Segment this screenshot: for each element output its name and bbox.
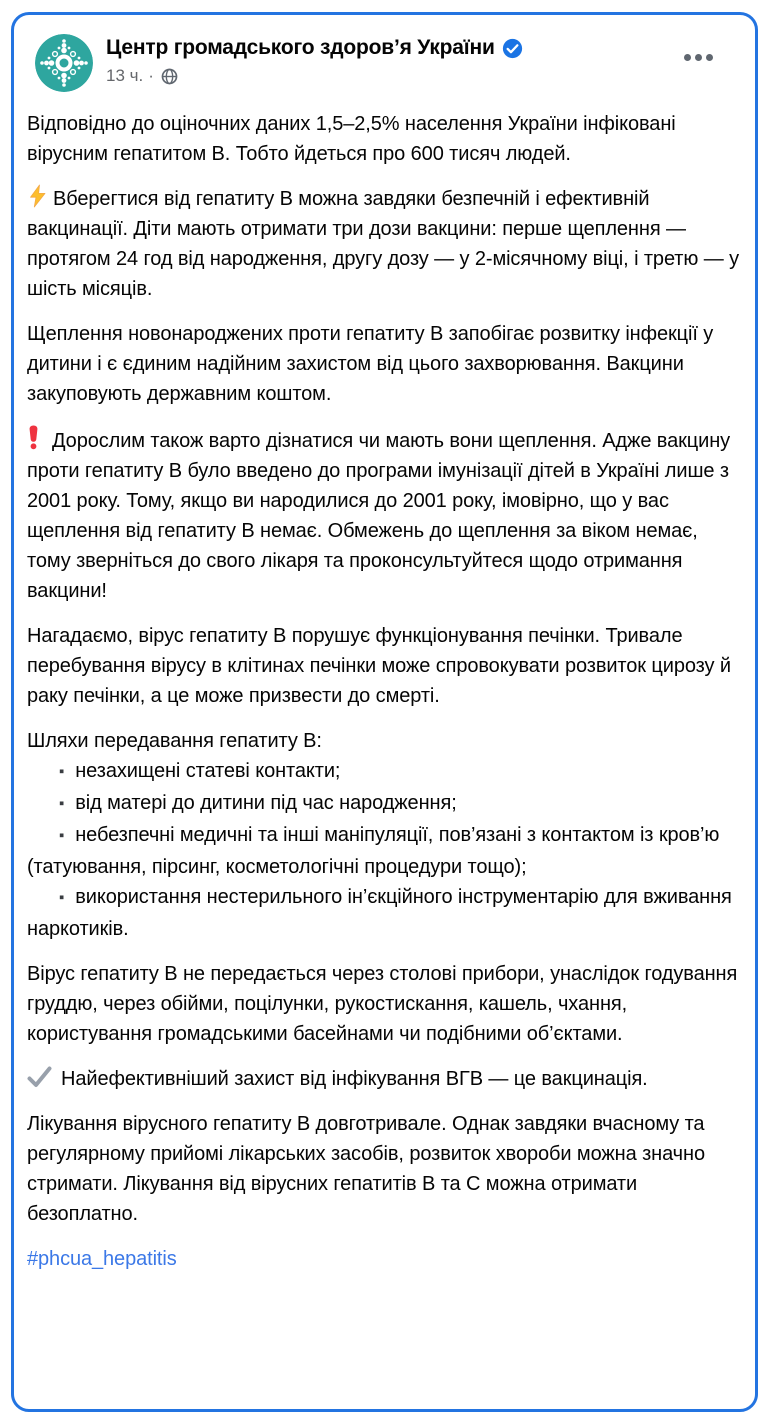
post-header	[14, 15, 755, 92]
page-name-link[interactable]: Центр громадського здоров’я України	[106, 36, 495, 59]
post-meta	[106, 66, 523, 86]
public-globe-icon	[161, 68, 178, 85]
bullet-square-icon: ▪	[59, 889, 65, 906]
post-paragraph: Щеплення новонароджених проти гепатиту В запобігає розвитку інфекції у дитини і є єдиним надійним захистом від цього захворювання. Вакцини закуповують державним коштом.	[27, 323, 714, 405]
post-paragraph: Дорослим також варто дізнатися чи мають вони щеплення. Адже вакцину проти гепатиту В було введено до програми імунізації дітей в Україні лише з 2001 року. Тому, якщо ви народилися до 2001 року, імовірно, що у вас щеплення від гепатиту В немає. Обмежень до щеплення за віком немає, тому зверніться до свого лікаря та проконсультуйтеся щодо отримання вакцини!	[27, 424, 742, 606]
post-paragraph: Нагадаємо, вірус гепатиту В порушує функціонування печінки. Тривале перебування вірусу в клітинах печінки може спровокувати розвиток цирозу й раку печінки, а це може призвести до смерті.	[27, 625, 731, 707]
meta-separator: ·	[148, 66, 154, 85]
dot-icon	[684, 54, 691, 61]
bullet-item: ▪ небезпечні медичні та інші маніпуляції, пов’язані з контактом із кров’ю (татуювання, пірсинг, косметологічні процедури тощо);	[27, 820, 742, 882]
post-paragraph: Відповідно до оціночних даних 1,5–2,5% населення України інфіковані вірусним гепатитом В. Тобто йдеться про 600 тисяч людей.	[27, 113, 676, 165]
more-options-button[interactable]	[680, 46, 717, 69]
post-paragraph: Вірус гепатиту В не передається через столові прибори, унаслідок годування груддю, через обійми, поцілунки, рукостискання, кашель, чхання, користування громадськими басейнами чи подібними об’єктами.	[27, 963, 738, 1045]
page-avatar[interactable]	[35, 34, 93, 92]
hashtag-link[interactable]: #phcua_hepatitis	[27, 1248, 177, 1270]
list-intro-paragraph: Шляхи передавання гепатиту В:	[27, 730, 322, 752]
bullet-item: ▪ від матері до дитини під час народження;	[27, 788, 742, 820]
gray-check-icon	[27, 1066, 52, 1088]
bullet-item: ▪ використання нестерильного ін’єкційного інструментарію для вживання наркотиків.	[27, 882, 742, 944]
lightning-icon	[27, 184, 49, 208]
bullet-square-icon: ▪	[59, 795, 65, 812]
dot-icon	[706, 54, 713, 61]
timestamp[interactable]: 13 ч.	[106, 66, 144, 85]
post-content	[14, 92, 755, 1274]
post-paragraph: Лікування вірусного гепатиту В довготривале. Однак завдяки вчасному та регулярному прийомі лікарських засобів, розвиток хвороби можна значно стримати. Лікування від вірусних гепатитів В та С можна отримати безоплатно.	[27, 1113, 705, 1225]
dot-icon	[695, 54, 702, 61]
bullet-square-icon: ▪	[59, 827, 65, 844]
bullet-item: ▪ незахищені статеві контакти;	[27, 756, 742, 788]
post-paragraph: Вберегтися від гепатиту В можна завдяки безпечній і ефективній вакцинації. Діти мають отримати три дози вакцини: перше щеплення — протягом 24 год від народження, другу дозу — у 2-місячному віці, і третю — у шість місяців.	[27, 184, 742, 304]
header-info	[106, 34, 523, 86]
verified-badge-icon	[502, 38, 523, 59]
hashtag-paragraph	[27, 1244, 742, 1274]
bullet-square-icon: ▪	[59, 763, 65, 780]
red-exclamation-icon	[27, 424, 40, 450]
post-card	[11, 12, 758, 1412]
post-paragraph: Найефективніший захист від інфікування ВГВ — це вакцинація.	[27, 1064, 742, 1094]
